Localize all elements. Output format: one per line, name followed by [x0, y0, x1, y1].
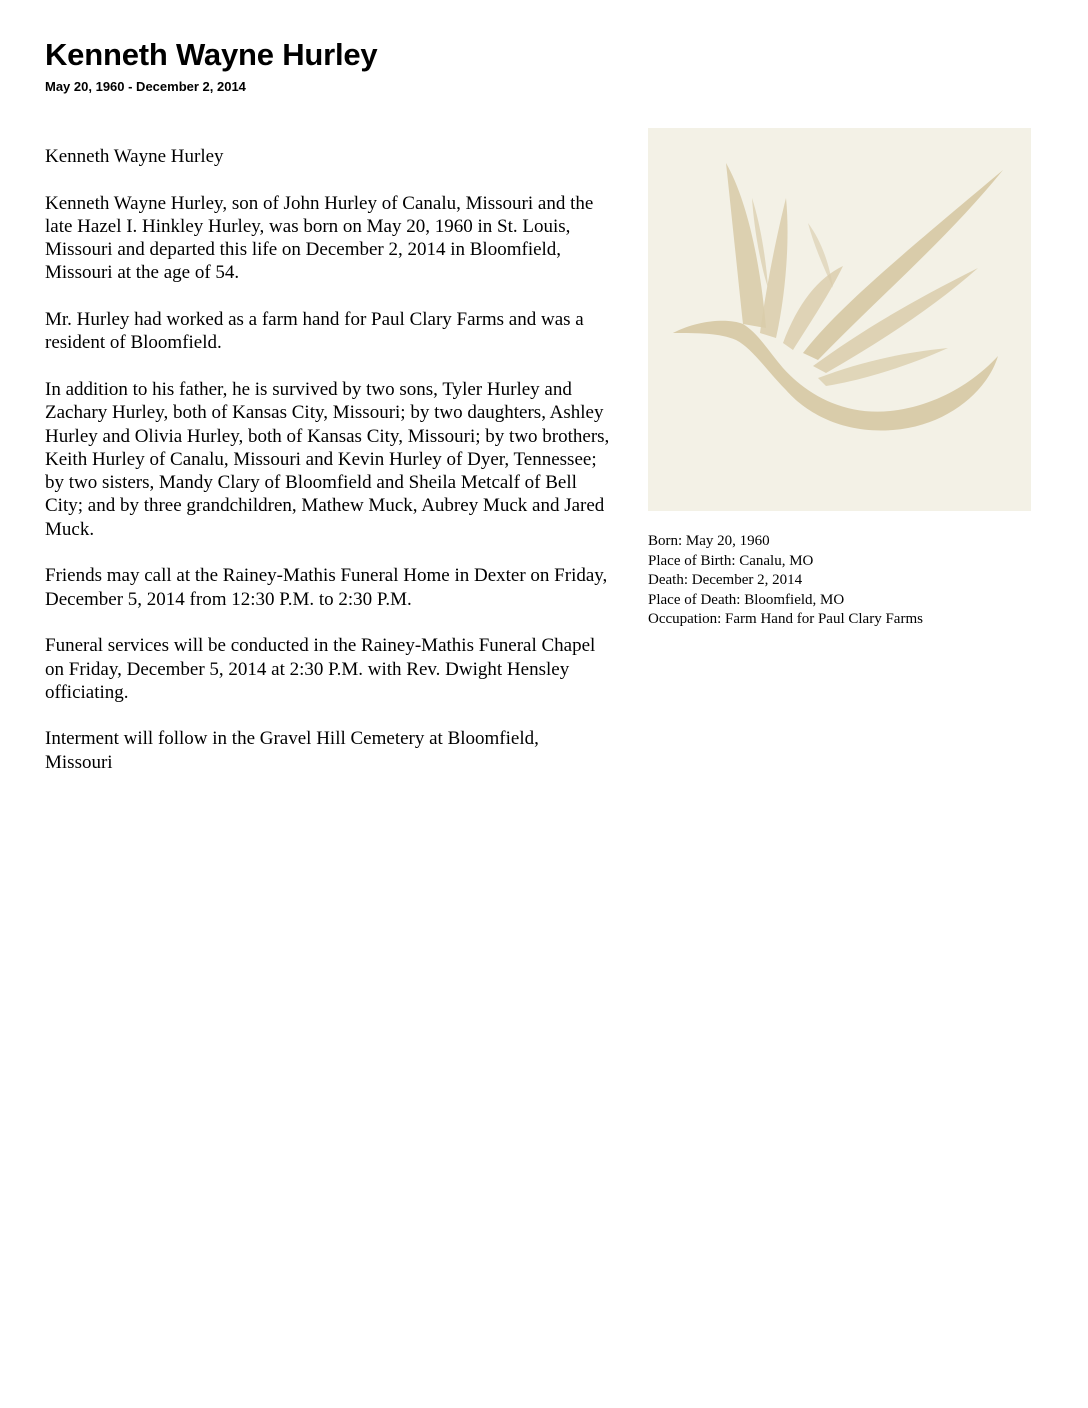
obituary-paragraph: Kenneth Wayne Hurley, son of John Hurley of Canalu, Missouri and the late Hazel I. Hinkley Hurley, was born on May 20, 1960 in St. Louis, Missouri and departed this life on December 2, 2014 in Bloomfield, Missouri at the age of 54. [45, 192, 594, 284]
fact-place-of-birth: Place of Birth: Canalu, MO [648, 552, 814, 569]
fact-place-of-death: Place of Death: Bloomfield, MO [648, 591, 845, 608]
obituary-paragraph: Mr. Hurley had worked as a farm hand for Paul Clary Farms and was a resident of Bloomfield. [45, 309, 584, 354]
fact-occupation: Occupation: Farm Hand for Paul Clary Farms [648, 611, 923, 628]
vital-facts [648, 532, 1048, 630]
obituary-paragraph: In addition to his father, he is survived by two sons, Tyler Hurley and Zachary Hurley, both of Kansas City, Missouri; by two daughters, Ashley Hurley and Olivia Hurley, both of Kansas City, Missouri; by two brothers, Keith Hurley of Canalu, Missouri and Kevin Hurley of Dyer, Tennessee; by two sisters, Mandy Clary of Bloomfield and Sheila Metcalf of Bell City; and by three grandchildren, Mathew Muck, Aubrey Muck and Jared Muck. [45, 378, 610, 540]
page-header [45, 36, 1025, 96]
obituary-paragraph: Interment will follow in the Gravel Hill Cemetery at Bloomfield, Missouri [45, 728, 539, 773]
fact-born: Born: May 20, 1960 [648, 533, 770, 549]
page-title: Kenneth Wayne Hurley [45, 37, 378, 72]
memorial-image [648, 128, 1031, 511]
obituary-paragraph: Funeral services will be conducted in the Rainey-Mathis Funeral Chapel on Friday, December 5, 2014 at 2:30 P.M. with Rev. Dwight Hensley officiating. [45, 635, 596, 703]
fact-death: Death: December 2, 2014 [648, 572, 803, 589]
obituary-paragraph: Kenneth Wayne Hurley [45, 146, 224, 167]
life-dates: May 20, 1960 - December 2, 2014 [45, 79, 246, 94]
dove-icon [648, 128, 1031, 511]
obituary-text [45, 145, 610, 797]
obituary-paragraph: Friends may call at the Rainey-Mathis Funeral Home in Dexter on Friday, December 5, 2014 from 12:30 P.M. to 2:30 P.M. [45, 565, 608, 610]
